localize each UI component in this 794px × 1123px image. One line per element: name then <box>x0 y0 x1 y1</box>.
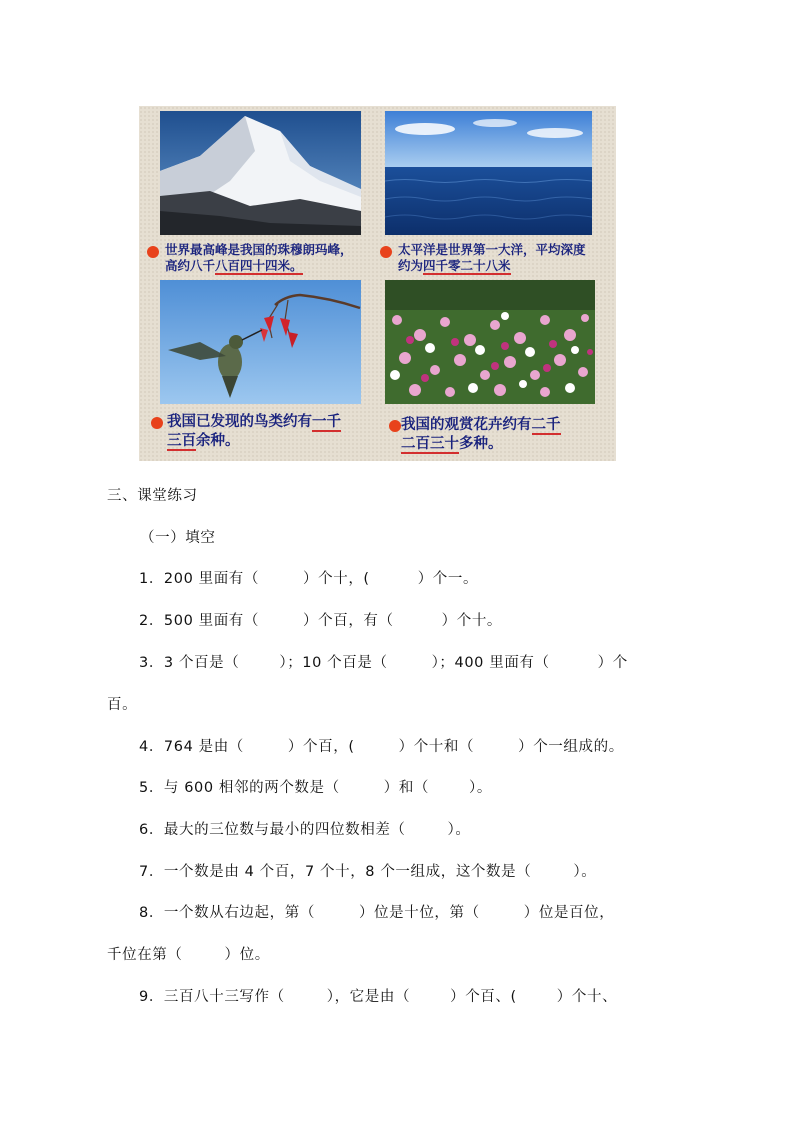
bullet-icon <box>380 246 392 258</box>
everest-photo <box>160 111 361 235</box>
question-5: 5．与 600 相邻的两个数是（ ）和（ ）。 <box>139 780 492 796</box>
section-title: 三、课堂练习 <box>107 488 198 504</box>
question-8: 8．一个数从右边起，第（ ）位是十位，第（ ）位是百位， <box>139 905 615 921</box>
question-3: 3．3 个百是（ ）；10 个百是（ ）；400 里面有（ ）个 <box>139 655 628 671</box>
question-6: 6．最大的三位数与最小的四位数相差（ ）。 <box>139 822 471 838</box>
ocean-caption: 太平洋是世界第一大洋，平均深度 约为四千零二十八米 <box>398 242 586 273</box>
bullet-icon <box>147 246 159 258</box>
flowers-caption: 我国的观赏花卉约有二千 二百三十多种。 <box>401 416 561 452</box>
question-2: 2．500 里面有（ ）个百，有（ ）个十。 <box>139 613 503 629</box>
question-9: 9．三百八十三写作（ ），它是由（ ）个百、( ）个十、 <box>139 989 618 1005</box>
bullet-icon <box>151 417 163 429</box>
question-3-continued: 百。 <box>107 697 138 713</box>
question-4: 4．764 是由（ ）个百，( ）个十和（ ）个一组成的。 <box>139 739 624 755</box>
illustration-panel <box>139 106 616 461</box>
everest-caption: 世界最高峰是我国的珠穆朗玛峰， 高约八千八百四十四米。 <box>165 242 353 273</box>
question-7: 7．一个数是由 4 个百，7 个十，8 个一组成，这个数是（ ）。 <box>139 864 597 880</box>
question-1: 1．200 里面有（ ）个十，( ）个一。 <box>139 571 479 587</box>
birds-caption: 我国已发现的鸟类约有一千 三百余种。 <box>167 413 341 449</box>
subsection-title: （一）填空 <box>140 530 216 546</box>
flowers-photo <box>385 280 595 404</box>
bullet-icon <box>389 420 401 432</box>
hummingbird-photo <box>160 280 361 404</box>
ocean-photo <box>385 111 592 235</box>
question-8-continued: 千位在第（ ）位。 <box>107 947 270 963</box>
